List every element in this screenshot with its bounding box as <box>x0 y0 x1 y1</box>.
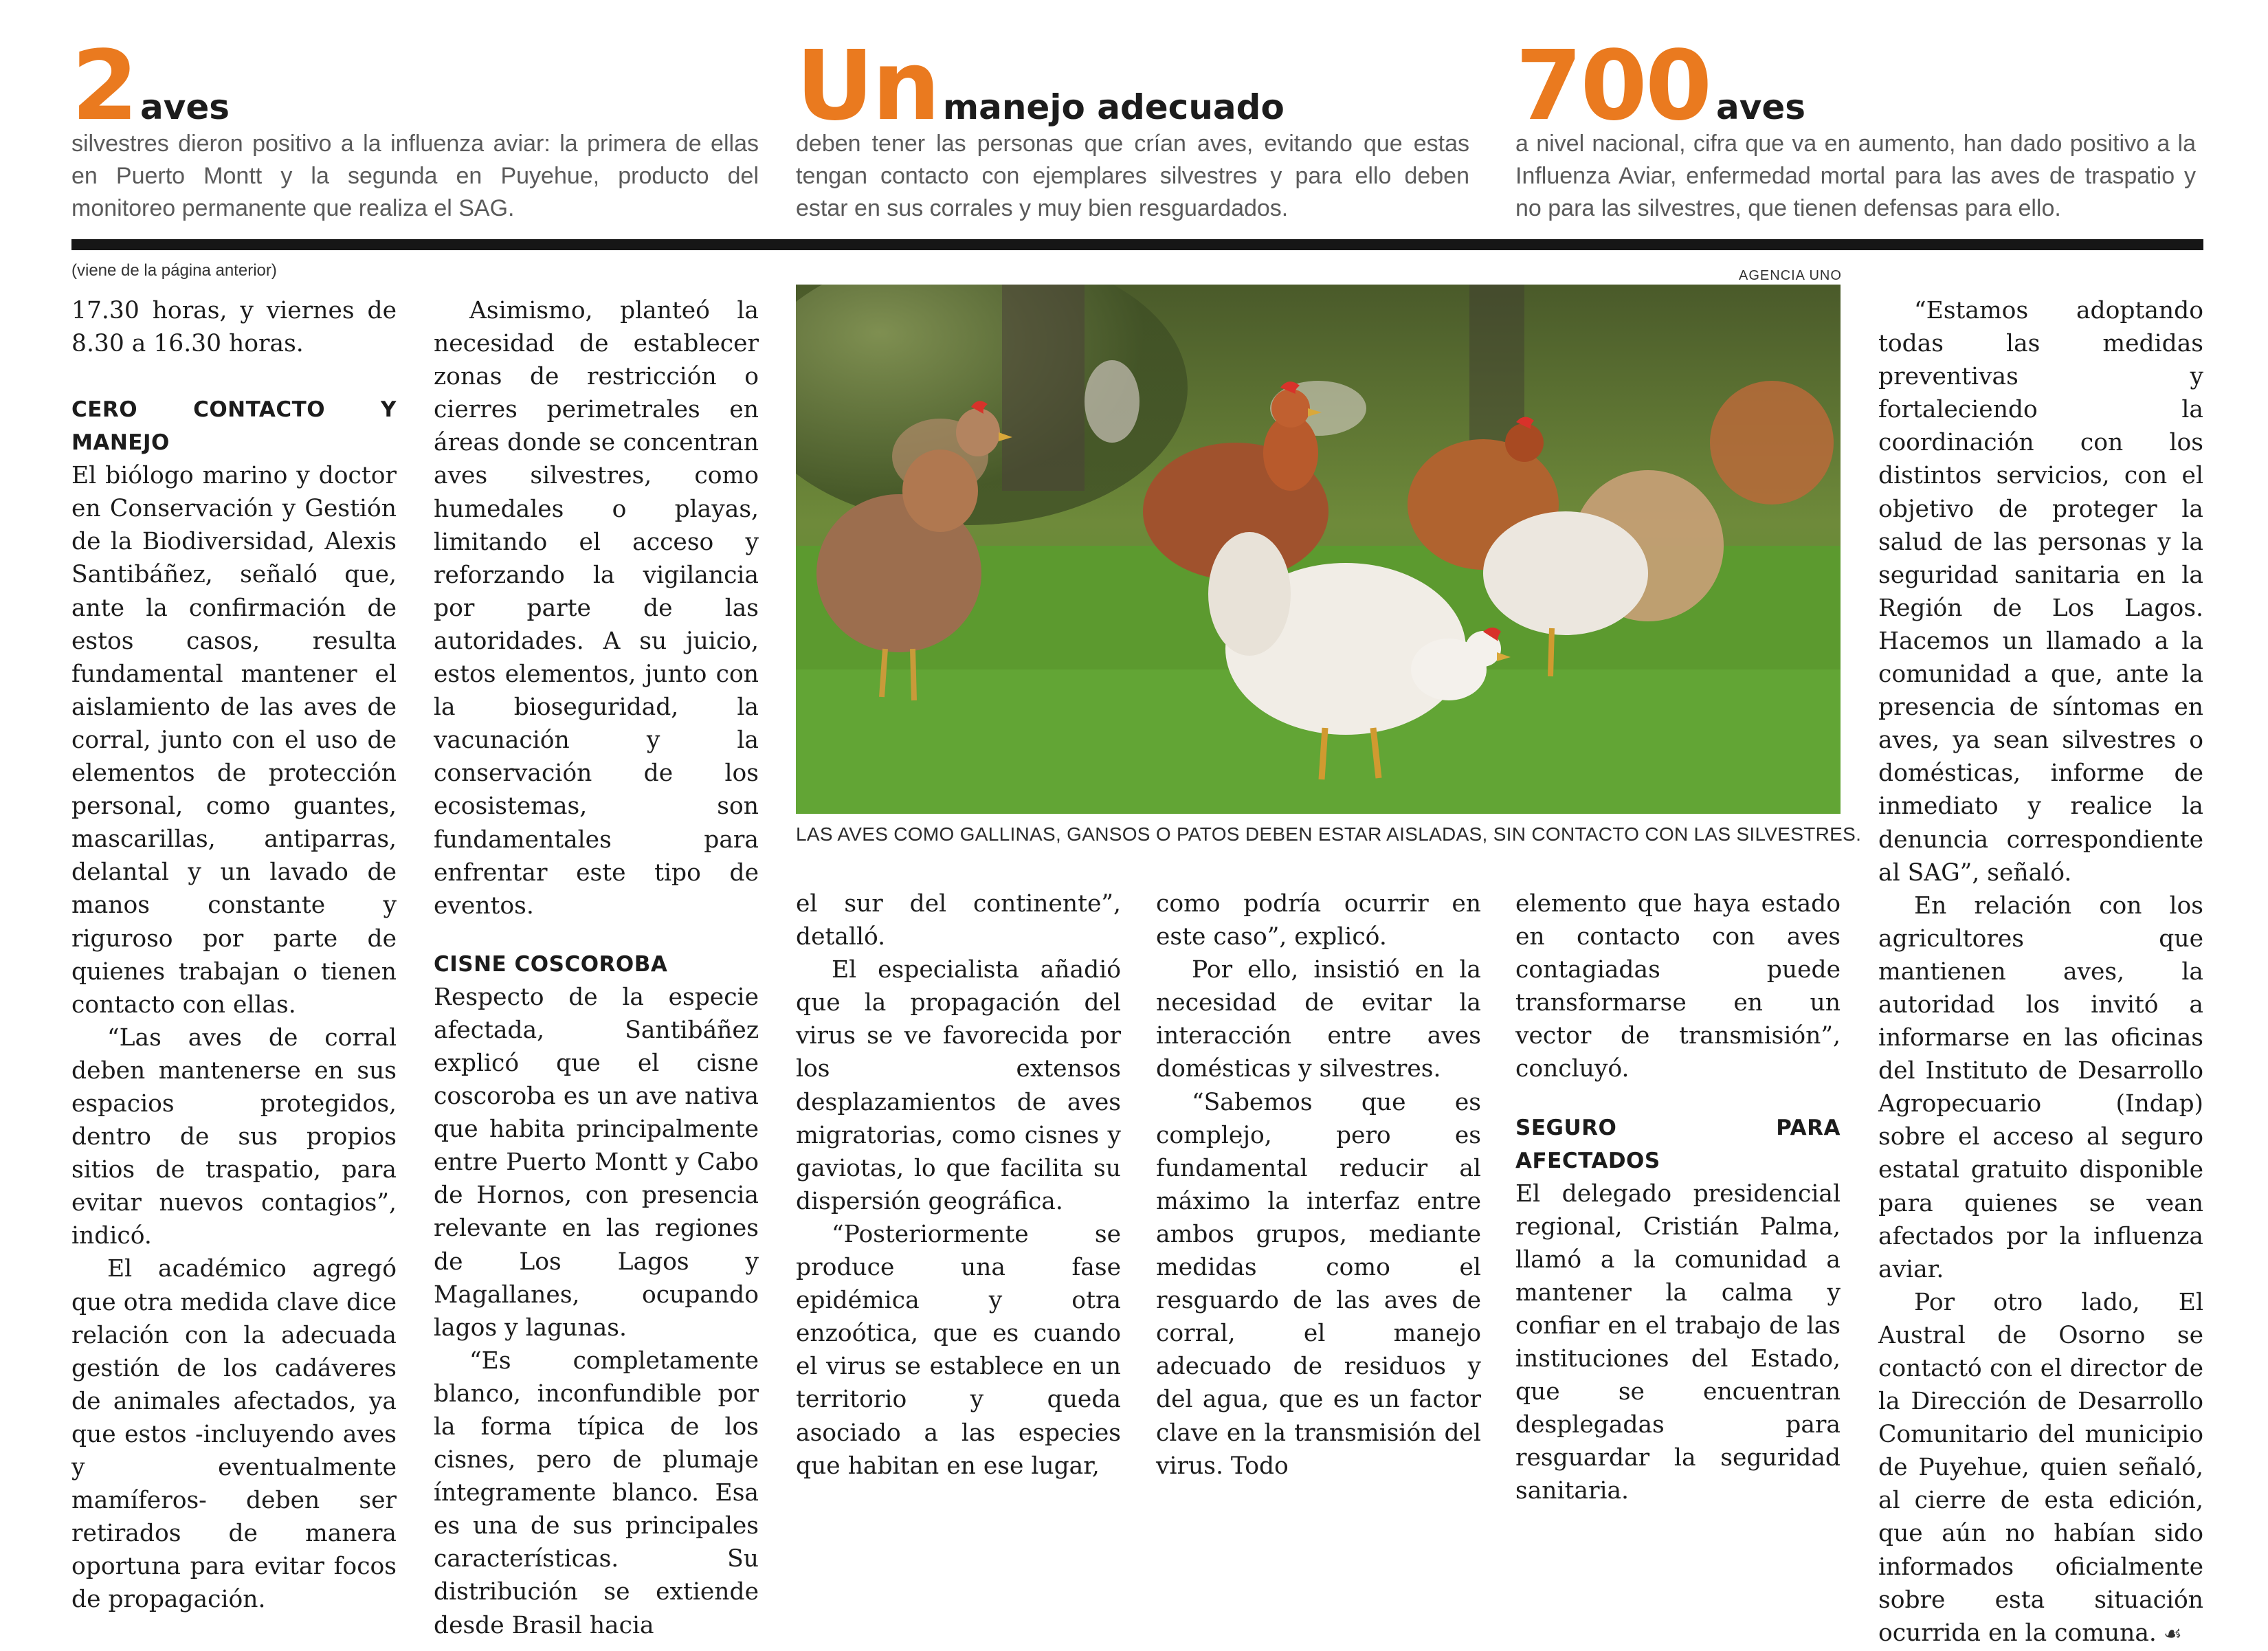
paragraph: El académico agregó que otra medida clave dice relación con la adecuada gestión de los cadáveres de animales afectados, ya que estos -incluyendo aves y eventualmente mamíferos- deben ser retirados de manera oportuna para evitar focos de propagación. <box>71 1255 397 1614</box>
fact-text: silvestres dieron positivo a la influenza aviar: la primera de ellas en Puerto Montt y la segunda en Puyehue, producto del monitoreo permanente que realiza el SAG. <box>71 131 759 221</box>
fact-box-manejo-adecuado <box>796 30 1483 221</box>
photo-credit: AGENCIA UNO <box>1739 268 1842 283</box>
article-column-4 <box>1156 887 1481 1483</box>
paragraph: “Sabemos que es complejo, pero es fundamental reducir al máximo la interfaz entre ambos grupos, mediante medidas como el resguardo de las aves de corral, el manejo adecuado de residuos y del agua, que es un factor clave en la transmisión del virus. Todo <box>1156 1088 1481 1480</box>
paragraph: 17.30 horas, y viernes de 8.30 a 16.30 horas. <box>71 297 397 358</box>
fact-number: 2 <box>71 30 137 142</box>
subheading: CERO CONTACTO Y MANEJO <box>71 397 397 456</box>
paragraph: el sur del continente”, detalló. <box>796 890 1121 951</box>
subheading: CISNE COSCOROBA <box>434 951 668 977</box>
article-column-6 <box>1878 294 2203 1651</box>
fact-text: a nivel nacional, cifra que va en aumento, han dado positivo a la Influenza Aviar, enfermedad mortal para las aves de traspatio y no para las silvestres, que tienen defensas para ello. <box>1515 131 2196 221</box>
fact-word: aves <box>140 87 230 127</box>
chickens-photo <box>796 285 1841 814</box>
subheading: SEGURO PARA AFECTADOS <box>1515 1115 1841 1173</box>
paragraph: Asimismo, planteó la necesidad de establecer zonas de restricción o cierres perimetrales en áreas donde se concentran aves silvestres, como humedales o playas, limitando el acceso y reforzando la vigilancia por parte de las autoridades. A su juicio, estos elementos, junto con la bioseguridad, la vacunación y la conservación de los ecosistemas, son fundamentales para enfrentar este tipo de eventos. <box>434 297 759 920</box>
fact-box-2-aves <box>71 30 759 221</box>
paragraph: elemento que haya estado en contacto con aves contagiadas puede transformarse en un vector de transmisión”, concluyó. <box>1515 890 1841 1083</box>
article-column-3 <box>796 887 1121 1483</box>
article-column-1 <box>71 294 397 1616</box>
end-of-article-icon: ☙ <box>2163 1621 2182 1646</box>
paragraph: como podría ocurrir en este caso”, explicó. <box>1156 890 1481 951</box>
photo-caption: LAS AVES COMO GALLINAS, GANSOS O PATOS DEBEN ESTAR AISLADAS, SIN CONTACTO CON LAS SILVESTRES. <box>796 823 1862 845</box>
paragraph: Respecto de la especie afectada, Santibáñez explicó que el cisne coscoroba es un ave nativa que habita principalmente entre Puerto Montt y Cabo de Hornos, con presencia relevante en las regiones de Los Lagos y Magallanes, ocupando lagos y lagunas. <box>434 983 759 1342</box>
section-divider <box>71 239 2203 250</box>
paragraph: “Posteriormente se produce una fase epidémica y otra enzoótica, que es cuando el virus se establece en un territorio y queda asociado a las especies que habitan en ese lugar, <box>796 1220 1121 1480</box>
continued-note: (viene de la página anterior) <box>71 261 277 280</box>
fact-word: manejo adecuado <box>943 87 1285 127</box>
paragraph: En relación con los agricultores que mantienen aves, la autoridad los invitó a informarse en las oficinas del Instituto de Desarrollo Agropecuario (Indap) sobre el acceso al seguro estatal gratuito disponible para quienes se vean afectados por la influenza aviar. <box>1878 891 2203 1283</box>
paragraph <box>1878 1286 2203 1651</box>
paragraph: “Estamos adoptando todas las medidas preventivas y fortaleciendo la coordinación con los distintos servicios, con el objetivo de proteger la salud de las personas y la seguridad sanitaria en la Región de Los Lagos. Hacemos un llamado a la comunidad a que, ante la presencia de síntomas en aves, ya sean silvestres o domésticas, informe de inmediato y realice la denuncia correspondiente al SAG”, señaló. <box>1878 297 2203 887</box>
fact-number: 700 <box>1515 30 1711 142</box>
fact-number: Un <box>796 30 939 142</box>
fact-word: aves <box>1716 87 1806 127</box>
paragraph-text: Por otro lado, El Austral de Osorno se contactó con el director de la Dirección de Desarrollo Comunitario del municipio de Puyehue, quien señaló, al cierre de esta edición, que aún no habían sido informados oficialmente sobre esta situación ocurrida en la comuna. <box>1878 1288 2203 1647</box>
fact-text: deben tener las personas que crían aves, evitando que estas tengan contacto con ejemplares silvestres y para ello deben estar en sus corrales y muy bien resguardados. <box>796 131 1469 221</box>
paragraph: El delegado presidencial regional, Cristián Palma, llamó a la comunidad a mantener la calma y confiar en el trabajo de las instituciones del Estado, que se encuentran desplegadas para resguardar la seguridad sanitaria. <box>1515 1179 1841 1505</box>
article-column-2 <box>434 294 759 1642</box>
paragraph: “Las aves de corral deben mantenerse en sus espacios protegidos, dentro de sus propios sitios de traspatio, para evitar nuevos contagios”, indicó. <box>71 1023 397 1250</box>
fact-box-700-aves <box>1515 30 2203 221</box>
paragraph: El especialista añadió que la propagación del virus se ve favorecida por los extensos desplazamientos de aves migratorias, como cisnes y gaviotas, lo que facilita su dispersión geográfica. <box>796 956 1121 1215</box>
article-column-5 <box>1515 887 1841 1508</box>
paragraph: Por ello, insistió en la necesidad de evitar la interacción entre aves domésticas y silvestres. <box>1156 956 1481 1083</box>
paragraph: El biólogo marino y doctor en Conservación y Gestión de la Biodiversidad, Alexis Santibáñez, señaló que, ante la confirmación de estos casos, resulta fundamental mantener el aislamiento de las aves de corral, junto con el uso de elementos de protección personal, como guantes, mascarillas, antiparras, delantal y un lavado de manos constante y riguroso por parte de quienes trabajan o tienen contacto con ellas. <box>71 462 397 1019</box>
paragraph: “Es completamente blanco, inconfundible por la forma típica de los cisnes, pero de plumaje íntegramente blanco. Esa es una de sus principales características. Su distribución se extiende desde Brasil hacia <box>434 1347 759 1639</box>
